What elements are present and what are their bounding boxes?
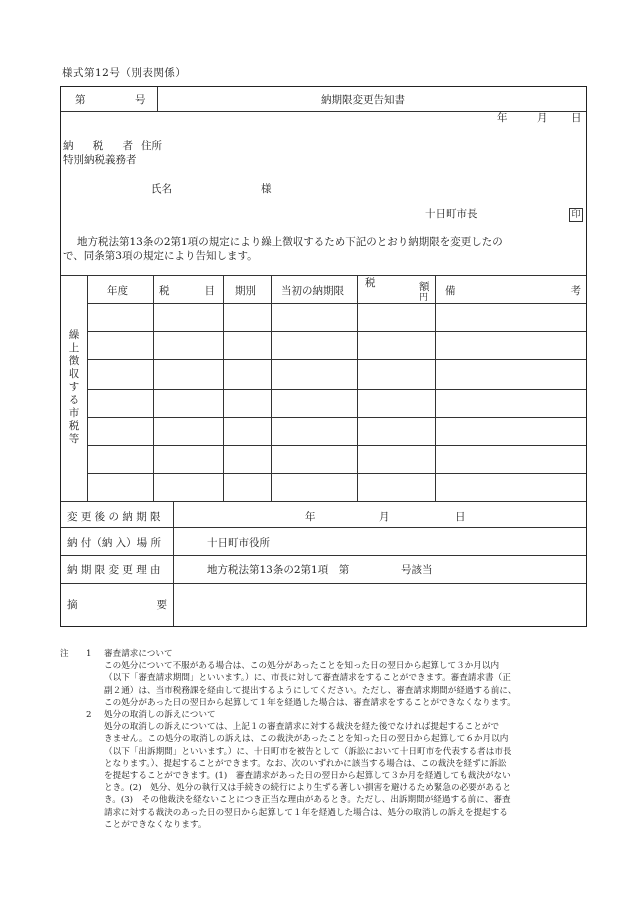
col-divider-5 — [435, 275, 436, 501]
col-amount-header-b: 額 — [419, 281, 430, 293]
issue-year: 年 — [497, 112, 508, 124]
issue-month: 月 — [537, 112, 548, 124]
table-row-rule — [87, 417, 586, 418]
col-amount-header-a: 税 — [365, 277, 376, 289]
special-taxpayer-label: 特別納税義務者 — [63, 154, 137, 166]
taxpayer-char-3: 者 — [122, 140, 133, 152]
payment-place-label: 納 付（納 入）場 所 — [67, 537, 162, 549]
table-row-rule — [87, 473, 586, 474]
number-prefix: 第 — [75, 94, 86, 106]
col-tax-char-2: 目 — [204, 285, 215, 297]
seal-mark: 印 — [569, 208, 583, 222]
info-rule — [61, 527, 586, 528]
col-amount-unit: 円 — [419, 293, 429, 303]
table-row-rule — [87, 331, 586, 332]
new-deadline-year: 年 — [305, 511, 316, 523]
note-1-title: 審査請求について — [104, 649, 173, 659]
collected-taxes-label: 繰上徴収する市税等 — [68, 329, 80, 445]
change-reason-label: 納 期 限 変 更 理 由 — [67, 564, 161, 576]
col-divider-3 — [271, 275, 272, 501]
col-divider-4 — [357, 275, 358, 501]
col-original-deadline-header: 当初の納期限 — [281, 285, 344, 297]
notice-form — [60, 86, 587, 627]
table-row-rule — [87, 303, 586, 304]
col-remarks-char-2: 考 — [570, 285, 581, 297]
change-reason-suffix: 号該当 — [401, 564, 433, 576]
col-year-header: 年度 — [107, 285, 128, 297]
number-suffix: 号 — [135, 94, 146, 106]
col-tax-header — [159, 284, 215, 298]
honorific: 様 — [261, 183, 272, 195]
new-deadline-label: 変 更 後 の 納 期 限 — [67, 511, 161, 523]
issue-day: 日 — [571, 112, 582, 124]
notice-text-line1: 地方税法第13条の2第1項の規定により繰上徴収するため下記のとおり納期限を変更したの — [77, 236, 503, 248]
notice-text-line2: で、同条第3項の規定により告知します。 — [63, 250, 258, 262]
info-label-divider — [173, 501, 174, 626]
notes-section — [60, 648, 590, 831]
info-rule — [61, 583, 586, 584]
change-reason-value: 地方税法第13条の2第1項 第 — [207, 564, 350, 576]
table-row-rule — [87, 359, 586, 360]
col-divider-2 — [223, 275, 224, 501]
col-divider-1 — [153, 275, 154, 501]
summary-char-2: 要 — [156, 599, 167, 611]
summary-label — [67, 598, 167, 612]
side-label-divider — [87, 275, 88, 501]
document-title: 納期限変更告知書 — [321, 94, 405, 106]
note-2-number: 2 — [86, 710, 92, 721]
table-row-rule — [87, 445, 586, 446]
issuer-name: 十日町市長 — [425, 208, 478, 220]
table-top-rule — [61, 275, 586, 276]
name-label: 氏名 — [151, 183, 172, 195]
taxpayer-char-1: 納 — [63, 140, 74, 152]
summary-char-1: 摘 — [67, 599, 78, 611]
payment-place-value: 十日町市役所 — [207, 537, 270, 549]
notes-prefix: 注 — [60, 649, 69, 659]
col-tax-char-1: 税 — [159, 285, 170, 297]
table-row-rule — [87, 389, 586, 390]
col-remarks-header — [445, 284, 581, 298]
form-label: 様式第12号（別表関係） — [62, 67, 187, 79]
new-deadline-day: 日 — [455, 511, 466, 523]
address-label: 住所 — [141, 140, 162, 152]
info-rule — [61, 555, 586, 556]
header-divider — [157, 87, 158, 111]
note-2-body: 処分の取消しの訴えについては、上記１の審査請求に対する裁決を経た後でなければ提起することがで きません。この処分の取消しの訴えは、この裁決があったことを知った日の翌日から起算して６か月以内 （以下「出訴期間」といいます。）に、十日町市を被告として（訴訟において十日町市を代表する者は市長 となります。）、提起することができます。なお、次のいずれかに該当する場合は、この裁決を経ずに訴訟 を提起することができます。(1) 審査請求があった日の翌日から起算して３か月を経過しても裁決がない とき。(2) 処分、処分の執行又は手続きの続行により生ずる著しい損害を避けるため緊急の必要があると き。(3) その他裁決を経ないことにつき正当な理由があるとき。ただし、出訴期間が経過する前に、審査 請求に対する裁決のあった日の翌日から起算して１年を経過した場合は、処分の取消しの訴えを提起する ことができなくなります。 — [104, 722, 512, 830]
note-1-body: この処分について不服がある場合は、この処分があったことを知った日の翌日から起算して３か月以内 （以下「審査請求期間」といいます。）に、市長に対して審査請求をすることができます。審査請求書（正 副２通）は、当市税務課を経由して提出するようにしてください。ただし、審査請求期間が経過する前に、 この処分があった日の翌日から起算して１年を経過した場合は、審査請求をすることができなくなります。 — [104, 661, 517, 708]
info-rule — [61, 501, 586, 502]
new-deadline-month: 月 — [379, 511, 390, 523]
col-remarks-char-1: 備 — [445, 285, 456, 297]
col-period-header: 期別 — [235, 285, 256, 297]
note-2-title: 処分の取消しの訴えについて — [104, 710, 216, 721]
taxpayer-label — [63, 139, 133, 153]
taxpayer-char-2: 税 — [92, 140, 104, 152]
note-1-number: 1 — [86, 649, 92, 659]
